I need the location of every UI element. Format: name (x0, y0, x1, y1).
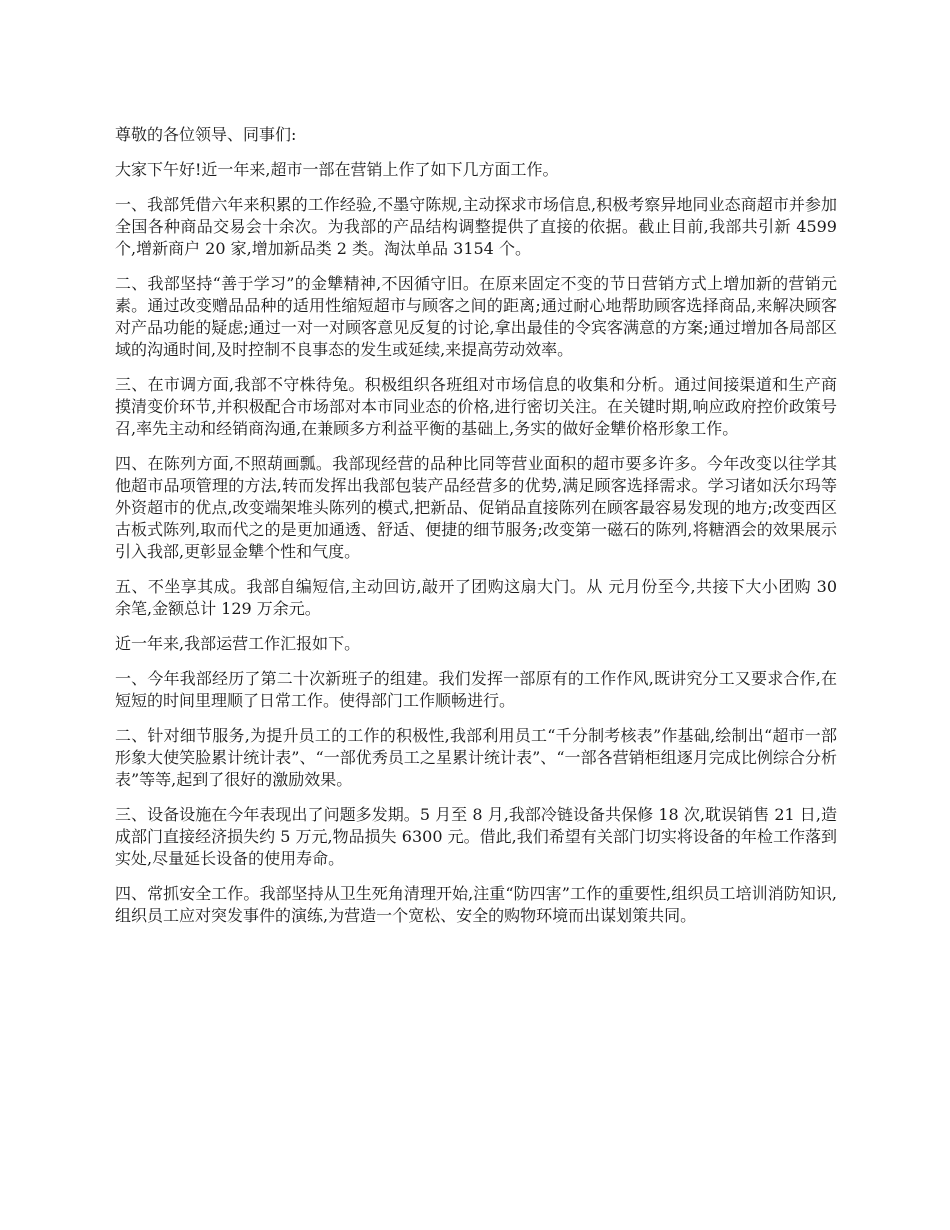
greeting-paragraph: 大家下午好!近一年来,超市一部在营销上作了如下几方面工作。 (115, 160, 559, 179)
operations-paragraph-3: 三、设备设施在今年表现出了问题多发期。5 月至 8 月,我部冷链设备共保修 18 次,耽误销售 21 日,造成部门直接经济损失约 5 万元,物品损失 6300 元。借此,我们希望有关部门切实将设备的年检工作落到实处,尽量延长设备的使用寿命。 (115, 805, 837, 868)
operations-paragraph-2: 二、针对细节服务,为提升员工的工作的积极性,我部利用员工“千分制考核表”作基础,绘制出“超市一部形象大使笑脸累计统计表”、“一部优秀员工之星累计统计表”、“一部各营销柜组逐月完成比例综合分析表”等等,起到了很好的激励效果。 (115, 726, 837, 789)
document-body (115, 124, 837, 940)
salutation: 尊敬的各位领导、同事们: (115, 125, 297, 144)
operations-paragraph-1: 一、今年我部经历了第二十次新班子的组建。我们发挥一部原有的工作作风,既讲究分工又要求合作,在短短的时间里理顺了日常工作。使得部门工作顺畅进行。 (115, 669, 837, 710)
transition-paragraph: 近一年来,我部运营工作汇报如下。 (115, 634, 361, 653)
section-paragraph-3: 三、在市调方面,我部不守株待兔。积极组织各班组对市场信息的收集和分析。通过间接渠道和生产商摸清变价环节,并积极配合市场部对本市同业态的价格,进行密切关注。在关键时期,响应政府控价政策号召,率先主动和经销商沟通,在兼顾多方利益平衡的基础上,务实的做好金犨价格形象工作。 (115, 375, 837, 438)
section-paragraph-4: 四、在陈列方面,不照葫画瓢。我部现经营的品种比同等营业面积的超市要多许多。今年改变以往学其他超市品项管理的方法,转而发挥出我部包装产品经营多的优势,满足顾客选择需求。学习诸如沃尔玛等外资超市的优点,改变端架堆头陈列的模式,把新品、促销品直接陈列在顾客最容易发现的地方;改变西区古板式陈列,取而代之的是更加通透、舒适、便捷的细节服务;改变第一磁石的陈列,将糖酒会的效果展示引入我部,更彰显金犨个性和气度。 (115, 454, 837, 561)
section-paragraph-1: 一、我部凭借六年来积累的工作经验,不墨守陈规,主动探求市场信息,积极考察异地同业态商超市并参加全国各种商品交易会十余次。为我部的产品结构调整提供了直接的依据。截止目前,我部共引新 4599 个,增新商户 20 家,增加新品类 2 类。淘汰单品 3154 个。 (115, 195, 837, 258)
section-paragraph-2: 二、我部坚持“善于学习”的金犨精神,不因循守旧。在原来固定不变的节日营销方式上增加新的营销元素。通过改变赠品品种的适用性缩短超市与顾客之间的距离;通过耐心地帮助顾客选择商品,来解决顾客对产品功能的疑虑;通过一对一对顾客意见反复的讨论,拿出最佳的令宾客满意的方案;通过增加各局部区域的沟通时间,及时控制不良事态的发生或延续,来提高劳动效率。 (115, 274, 837, 359)
operations-paragraph-4: 四、常抓安全工作。我部坚持从卫生死角清理开始,注重“防四害”工作的重要性,组织员工培训消防知识,组织员工应对突发事件的演练,为营造一个宽松、安全的购物环境而出谋划策共同。 (115, 884, 837, 925)
section-paragraph-5: 五、不坐享其成。我部自编短信,主动回访,敲开了团购这扇大门。从 元月份至今,共接下大小团购 30 余笔,金额总计 129 万余元。 (115, 577, 837, 618)
